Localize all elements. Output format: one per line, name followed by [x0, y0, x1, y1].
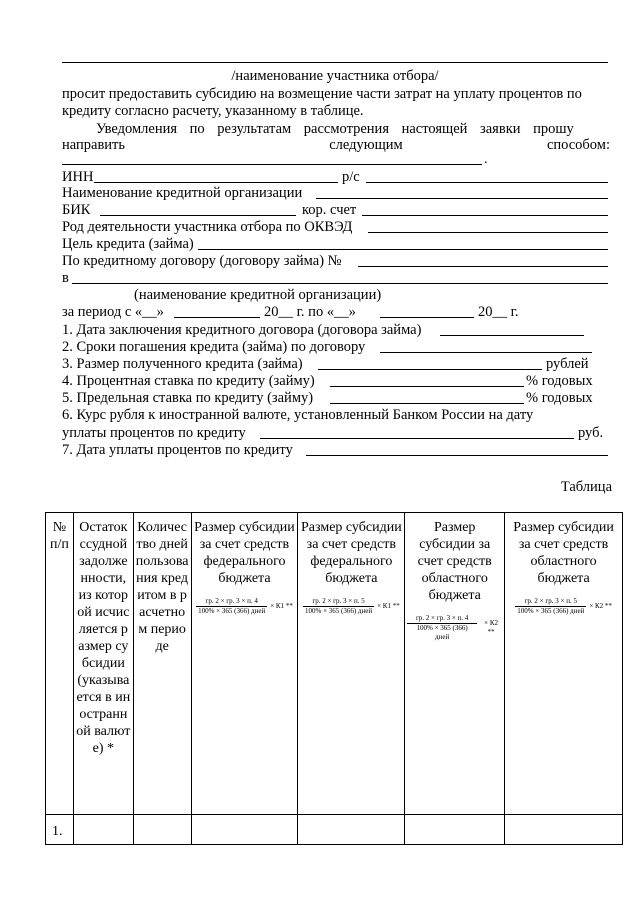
contract-input[interactable]: [358, 266, 608, 267]
period-from-input[interactable]: [174, 317, 260, 318]
row-number-cell: 1.: [46, 815, 74, 845]
request-text-2: кредиту согласно расчету, указанному в таблице.: [62, 103, 364, 119]
bank-caption: (наименование кредитной организации): [134, 287, 382, 303]
bank-name-label: Наименование кредитной организации: [62, 185, 303, 201]
notify-word-method: способом:: [546, 137, 610, 153]
item-1-label: 1. Дата заключения кредитного договора (договора займа): [62, 322, 422, 338]
table-row: [46, 815, 623, 845]
request-text-1: просит предоставить субсидию на возмещение части затрат на уплату процентов по: [62, 86, 582, 102]
in-label: в: [62, 270, 69, 286]
item-3-unit: рублей: [546, 356, 589, 372]
purpose-label: Цель кредита (займа): [62, 236, 194, 252]
bank-in-input[interactable]: [72, 283, 608, 284]
period-to-input[interactable]: [380, 317, 474, 318]
item-4-input[interactable]: [330, 386, 524, 387]
formula-federal-1: $\frac{гр. 2 \times гр. 3 \times п. 4}{\text{100\% × 365 (366) дней}}$ × К1 **: [198, 597, 293, 615]
item-6-label: 6. Курс рубля к иностранной валюте, установленный Банком России на дату: [62, 407, 534, 423]
col-regional-1-header: Размер субсидии за счет средств областного бюджета $\frac{гр. 2 \times гр. 3 \times п. 4}{\text{100\% × 365 (366) дней}}$ × К2 **: [405, 513, 505, 815]
item-3-input[interactable]: [318, 369, 542, 370]
formula-regional-2: $\frac{гр. 2 \times гр. 3 \times п. 5}{\text{100\% × 365 (366) дней}}$ × К2 **: [517, 597, 612, 615]
notify-line-text: Уведомления по результатам рассмотрения настоящей заявки прошу: [96, 121, 574, 137]
purpose-input[interactable]: [198, 249, 608, 250]
item-3-label: 3. Размер полученного кредита (займа): [62, 356, 303, 372]
item-5-input[interactable]: [330, 403, 524, 404]
days-cell[interactable]: [133, 815, 191, 845]
formula-federal-2: $\frac{гр. 2 \times гр. 3 \times п. 5}{\text{100\% × 365 (366) дней}}$ × К1 **: [304, 597, 400, 615]
formula-regional-1: $\frac{гр. 2 \times гр. 3 \times п. 4}{\text{100\% × 365 (366) дней}}$ × К2 **: [407, 614, 502, 642]
regional-1-cell[interactable]: [405, 815, 505, 845]
notify-word-following: следующим: [329, 137, 403, 153]
period-end-label: 20__ г.: [478, 304, 519, 320]
period-from-label: за период с «__»: [62, 304, 164, 320]
notify-word-send: направить: [62, 137, 126, 153]
bank-name-input[interactable]: [316, 198, 608, 199]
inn-input[interactable]: [94, 182, 338, 183]
participant-name-caption: /наименование участника отбора/: [231, 68, 439, 84]
bik-label: БИК: [62, 202, 91, 218]
item-6-label-2: уплаты процентов по кредиту: [62, 425, 246, 441]
col-number-header: № п/п: [46, 513, 74, 815]
participant-name-line[interactable]: [62, 62, 608, 63]
table-caption: Таблица: [560, 479, 612, 495]
federal-2-cell[interactable]: [298, 815, 405, 845]
rs-label: р/с: [342, 169, 360, 185]
item-4-label: 4. Процентная ставка по кредиту (займу): [62, 373, 315, 389]
federal-1-cell[interactable]: [191, 815, 298, 845]
corr-input[interactable]: [362, 215, 608, 216]
item-7-label: 7. Дата уплаты процентов по кредиту: [62, 442, 293, 458]
period-to-label: 20__ г. по «__»: [264, 304, 356, 320]
item-6-input[interactable]: [260, 438, 574, 439]
notify-period: .: [484, 152, 488, 167]
rs-input[interactable]: [366, 182, 608, 183]
bik-input[interactable]: [100, 215, 296, 216]
item-5-label: 5. Предельная ставка по кредиту (займу): [62, 390, 314, 406]
regional-2-cell[interactable]: [505, 815, 623, 845]
item-2-input[interactable]: [380, 352, 592, 353]
okved-input[interactable]: [368, 232, 608, 233]
item-7-input[interactable]: [306, 455, 608, 456]
item-6-unit: руб.: [578, 425, 604, 441]
item-1-input[interactable]: [440, 335, 584, 336]
item-5-unit: % годовых: [526, 390, 593, 406]
balance-cell[interactable]: [73, 815, 133, 845]
table-header-row: [46, 513, 623, 815]
col-federal-1-header: Размер субсидии за счет средств федерального бюджета $\frac{гр. 2 \times гр. 3 \times п. 4}{\text{100\% × 365 (366) дней}}$ × К1 **: [191, 513, 298, 815]
col-regional-2-header: Размер субсидии за счет средств областного бюджета $\frac{гр. 2 \times гр. 3 \times п. 5}{\text{100\% × 365 (366) дней}}$ × К2 **: [505, 513, 623, 815]
corr-label: кор. счет: [302, 202, 357, 218]
col-balance-header: Остаток ссудной задолженности, из которой исчисляется размер субсидии (указывается в иностранной валюте) *: [73, 513, 133, 815]
item-4-unit: % годовых: [526, 373, 593, 389]
contract-label: По кредитному договору (договору займа) №: [62, 253, 342, 269]
col-days-header: Количество дней пользования кредитом в расчетном периоде: [133, 513, 191, 815]
notify-text-2: [62, 136, 610, 154]
col-federal-2-header: Размер субсидии за счет средств федерального бюджета $\frac{гр. 2 \times гр. 3 \times п. 5}{\text{100\% × 365 (366) дней}}$ × К1 **: [298, 513, 405, 815]
notify-method-line[interactable]: [62, 164, 482, 165]
okved-label: Род деятельности участника отбора по ОКВЭД: [62, 219, 353, 235]
inn-label: ИНН: [62, 169, 94, 185]
subsidy-table: [45, 512, 623, 845]
item-2-label: 2. Сроки погашения кредита (займа) по договору: [62, 339, 366, 355]
